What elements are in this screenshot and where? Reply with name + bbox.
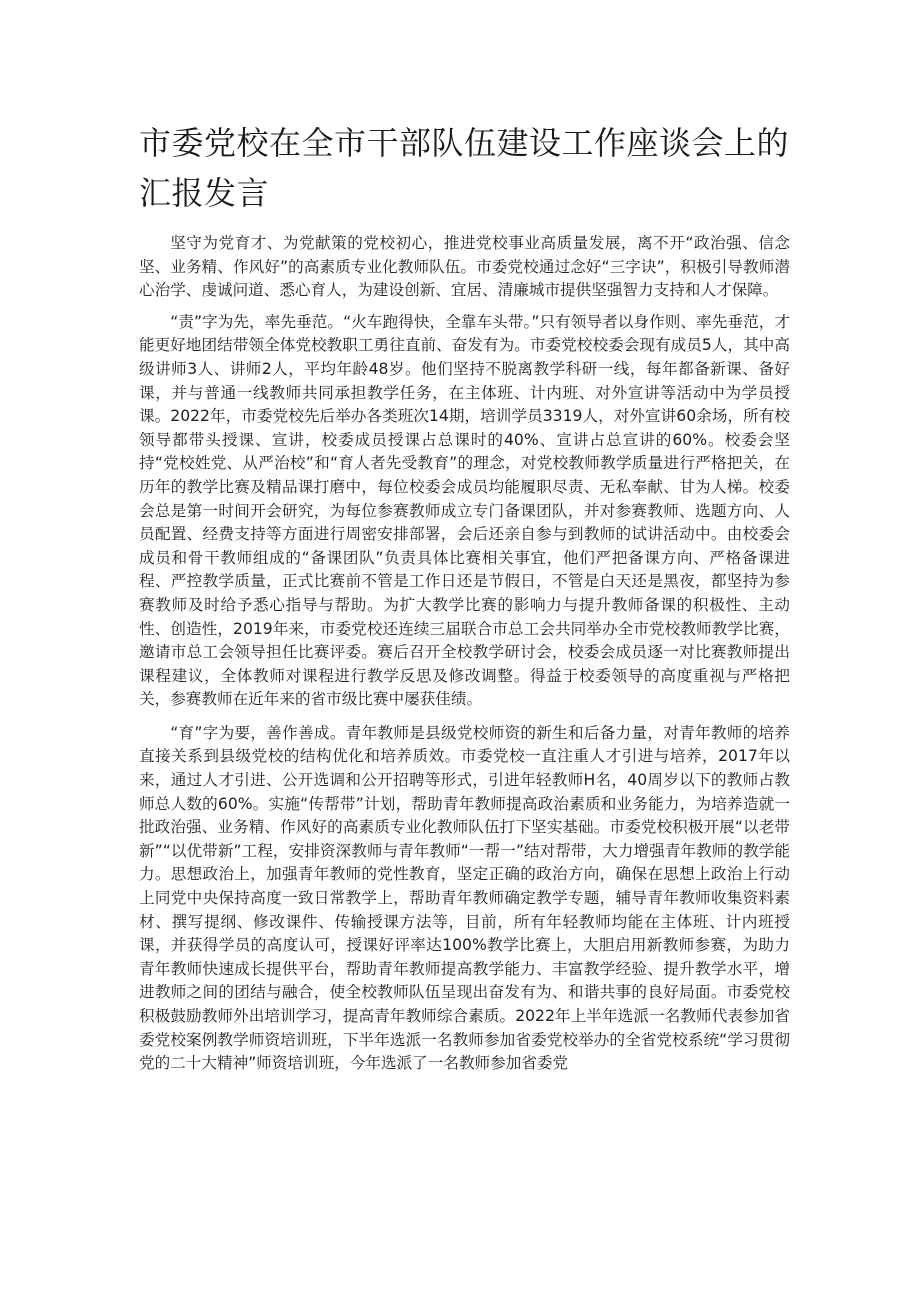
- paragraph-cultivation: “育”字为要，善作善成。青年教师是县级党校师资的新生和后备力量，对青年教师的培养直接关系到县级党校的结构优化和培养质效。市委党校一直注重人才引进与培养，2017年以来，通过人才引进、公开选调和公开招聘等形式，引进年轻教师H名，40周岁以下的教师占教师总人数的60%。实施“传帮带”计划，帮助青年教师提高政治素质和业务能力，为培养造就一批政治强、业务精、作风好的高素质专业化教师队伍打下坚实基础。市委党校积极开展“以老带新”“以优带新”工程，安排资深教师与青年教师“一帮一”结对帮带，大力增强青年教师的教学能力。思想政治上，加强青年教师的党性教育，坚定正确的政治方向，确保在思想上政治上行动上同党中央保持高度一致日常教学上，帮助青年教师确定教学专题，辅导青年教师收集资料素材、撰写提纲、修改课件、传输授课方法等，目前，所有年轻教师均能在主体班、计内班授课，并获得学员的高度认可，授课好评率达100%教学比赛上，大胆启用新教师参赛，为助力青年教师快速成长提供平台，帮助青年教师提高教学能力、丰富教学经验、提升教学水平，增进教师之间的团结与融合，使全校教师队伍呈现出奋发有为、和谐共事的良好局面。市委党校积极鼓励教师外出培训学习，提高青年教师综合素质。2022年上半年选派一名教师代表参加省委党校案例教学师资培训班，下半年选派一名教师参加省委党校举办的全省党校系统“学习贯彻党的二十大精神”师资培训班，今年选派了一名教师参加省委党: [139, 723, 790, 1073]
- paragraph-intro: 坚守为党育才、为党献策的党校初心，推进党校事业高质量发展，离不开“政治强、信念坚、业务精、作风好”的高素质专业化教师队伍。市委党校通过念好“三字诀”，积极引导教师潜心治学、虔诚问道、悉心育人，为建设创新、宜居、清廉城市提供坚强智力支持和人才保障。: [139, 234, 790, 300]
- document-title: 市委党校在全市干部队伍建设工作座谈会上的汇报发言: [139, 124, 790, 212]
- document-body: [139, 232, 790, 1076]
- paragraph-responsibility: “责”字为先，率先垂范。“火车跑得快，全靠车头带。”只有领导者以身作则、率先垂范，才能更好地团结带领全体党校教职工勇往直前、奋发有为。市委党校校委会现有成员5人，其中高级讲师3人、讲师2人，平均年龄48岁。他们坚持不脱离教学科研一线，每年都备新课、备好课，并与普通一线教师共同承担教学任务，在主体班、计内班、对外宣讲等活动中为学员授课。2022年，市委党校先后举办各类班次14期，培训学员3319人，对外宣讲60余场，所有校领导都带头授课、宣讲，校委成员授课占总课时的40%、宣讲占总宣讲的60%。校委会坚持“党校姓党、从严治校”和“育人者先受教育”的理念，对党校教师教学质量进行严格把关，在历年的教学比赛及精品课打磨中，每位校委会成员均能履职尽责、无私奉献、甘为人梯。校委会总是第一时间开会研究，为每位参赛教师成立专门备课团队，并对参赛教师、选题方向、人员配置、经费支持等方面进行周密安排部署，会后还亲自参与到教师的试讲活动中。由校委会成员和骨干教师组成的“备课团队”负责具体比赛相关事宜，他们严把备课方向、严格备课进程、严控教学质量，正式比赛前不管是工作日还是节假日，不管是白天还是黑夜，都坚持为参赛教师及时给予悉心指导与帮助。为扩大教学比赛的影响力与提升教师备课的积极性、主动性、创造性，2019年来，市委党校还连续三届联合市总工会共同举办全市党校教师教学比赛，邀请市总工会领导担任比赛评委。赛后召开全校教学研讨会，校委会成员逐一对比赛教师提出课程建议，全体教师对课程进行教学反思及修改调整。得益于校委领导的高度重视与严格把关，参赛教师在近年来的省市级比赛中屡获佳绩。: [139, 312, 790, 709]
